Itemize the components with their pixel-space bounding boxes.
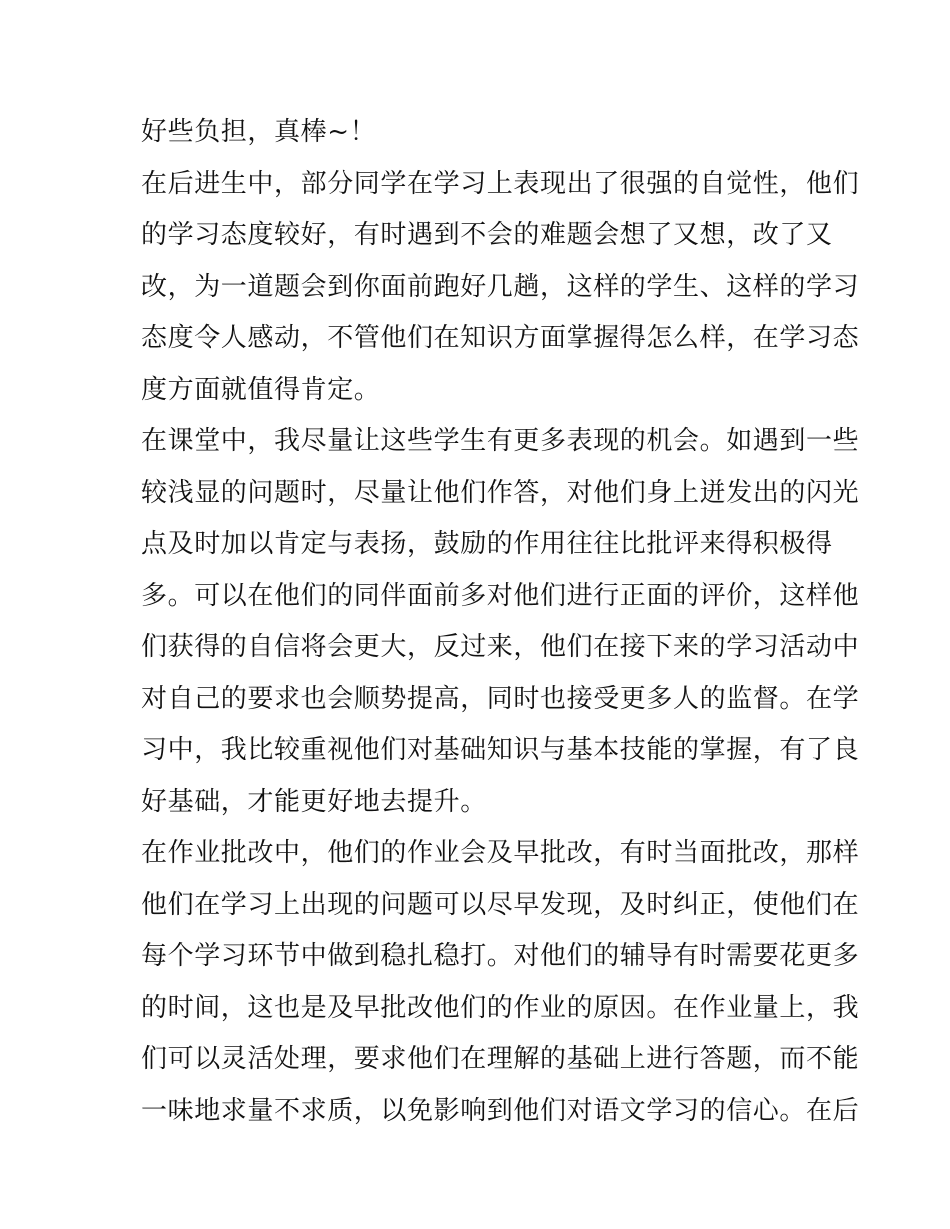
text-line: 改，为一道题会到你面前跑好几趟，这样的学生、这样的学习 <box>141 271 860 302</box>
text-line: 一味地求量不求质，以免影响到他们对语文学习的信心。在后 <box>141 1095 860 1126</box>
text-line: 在课堂中，我尽量让这些学生有更多表现的机会。如遇到一些 <box>141 426 860 456</box>
text-line: 的时间，这也是及早批改他们的作业的原因。在作业量上，我 <box>141 992 860 1023</box>
text-line: 点及时加以肯定与表扬，鼓励的作用往往比批评来得积极得 <box>141 529 833 559</box>
text-line: 他们在学习上出现的问题可以尽早发现，及时纠正，使他们在 <box>141 889 860 920</box>
text-line: 在作业批改中，他们的作业会及早批改，有时当面批改，那样 <box>141 838 860 868</box>
text-line: 习中，我比较重视他们对基础知识与基本技能的掌握，有了良 <box>141 735 860 765</box>
text-line: 多。可以在他们的同伴面前多对他们进行正面的评价，这样他 <box>141 580 860 611</box>
text-line: 们可以灵活处理，要求他们在理解的基础上进行答题，而不能 <box>141 1044 860 1074</box>
text-line: 较浅显的问题时，尽量让他们作答，对他们身上迸发出的闪光 <box>141 477 860 508</box>
text-line: 好些负担，真棒~！ <box>141 117 377 147</box>
text-line: 在后进生中，部分同学在学习上表现出了很强的自觉性，他们 <box>141 168 860 199</box>
text-line: 们获得的自信将会更大，反过来，他们在接下来的学习活动中 <box>141 632 860 662</box>
text-line: 好基础，才能更好地去提升。 <box>141 786 487 817</box>
body-text <box>141 107 860 1137</box>
text-line: 的学习态度较好，有时遇到不会的难题会想了又想，改了又 <box>141 220 833 250</box>
text-line: 每个学习环节中做到稳扎稳打。对他们的辅导有时需要花更多 <box>141 941 860 971</box>
text-line: 态度令人感动，不管他们在知识方面掌握得怎么样，在学习态 <box>141 323 860 353</box>
text-line: 度方面就值得肯定。 <box>141 374 381 405</box>
text-line: 对自己的要求也会顺势提高，同时也接受更多人的监督。在学 <box>141 683 860 714</box>
